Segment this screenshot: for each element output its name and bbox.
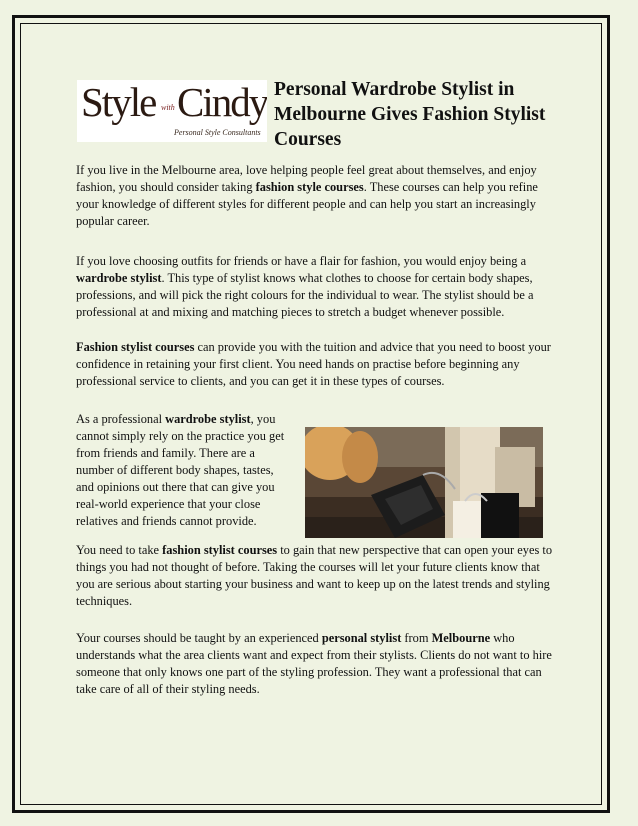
paragraph-text: You need to take [76,543,163,557]
logo-word-cindy: Cindy [177,80,267,125]
paragraph-text: can provide you with the tuition and advice that you need to boost your confidence in retaining your first client. You need hands on practise before beginning any professional service to clients, and you can get it in these types of courses. [76,340,551,388]
bold-keyword: fashion stylist courses [162,543,278,557]
paragraph-text: . This type of stylist knows what clothes to choose for certain body shapes, professions, and will pick the right colours for the individual to wear. The stylist should be a professional at and mixing and matching pieces to stretch a budget whenever possible. [76,271,534,319]
paragraph-text: . These courses can help you refine your knowledge of different styles for different people and can help you start an increasingly popular career. [76,180,538,228]
bold-keyword: personal stylist [321,631,402,645]
paragraph-4 [76,411,294,530]
paragraph-text: If you love choosing outfits for friends or have a flair for fashion, you would enjoy being a [76,254,527,268]
shopping-bags-photo [305,427,543,538]
logo-word-style: Style [81,80,156,125]
paragraph-text: Your courses should be taught by an experienced [76,631,322,645]
paragraph-text: As a professional [76,412,166,426]
paragraph-5 [76,542,560,610]
bold-keyword: Fashion stylist courses [76,340,195,354]
logo-tagline: Personal Style Consultants [174,128,261,137]
shopping-bags-image [305,427,543,538]
style-with-cindy-logo [77,80,267,142]
paragraph-text: from [401,631,432,645]
bold-keyword: wardrobe stylist [76,271,162,285]
paragraph-text: If you live in the Melbourne area, love helping people feel great about themselves, and enjoy fashion, you should consider taking [76,163,537,194]
bold-keyword: fashion style courses [255,180,364,194]
logo-word-with: with [161,103,175,112]
paragraph-text: , you cannot simply rely on the practice you get from friends and family. There are a number of different body shapes, tastes, and opinions out there that can give you real-world experience that your close relatives and friends cannot provide. [76,412,285,528]
paragraph-3 [76,339,560,390]
bold-keyword: wardrobe stylist [165,412,251,426]
bold-keyword: Melbourne [431,631,491,645]
paragraph-text: to gain that new perspective that can open your eyes to things you had not thought of before. Taking the courses will let your future clients know that you are serious about starting your business and want to keep up on the latest trends and styling techniques. [76,543,553,608]
paragraph-1 [76,162,554,230]
page-title: Personal Wardrobe Stylist in Melbourne Gives Fashion Stylist Courses [274,79,546,150]
paragraph-6 [76,630,558,698]
paragraph-2 [76,253,558,321]
paragraph-text: who understands what the area clients want and expect from their stylists. Clients do not want to hire someone that only knows one part of the styling profession. They want a professional that can take care of all of their styling needs. [76,631,552,696]
